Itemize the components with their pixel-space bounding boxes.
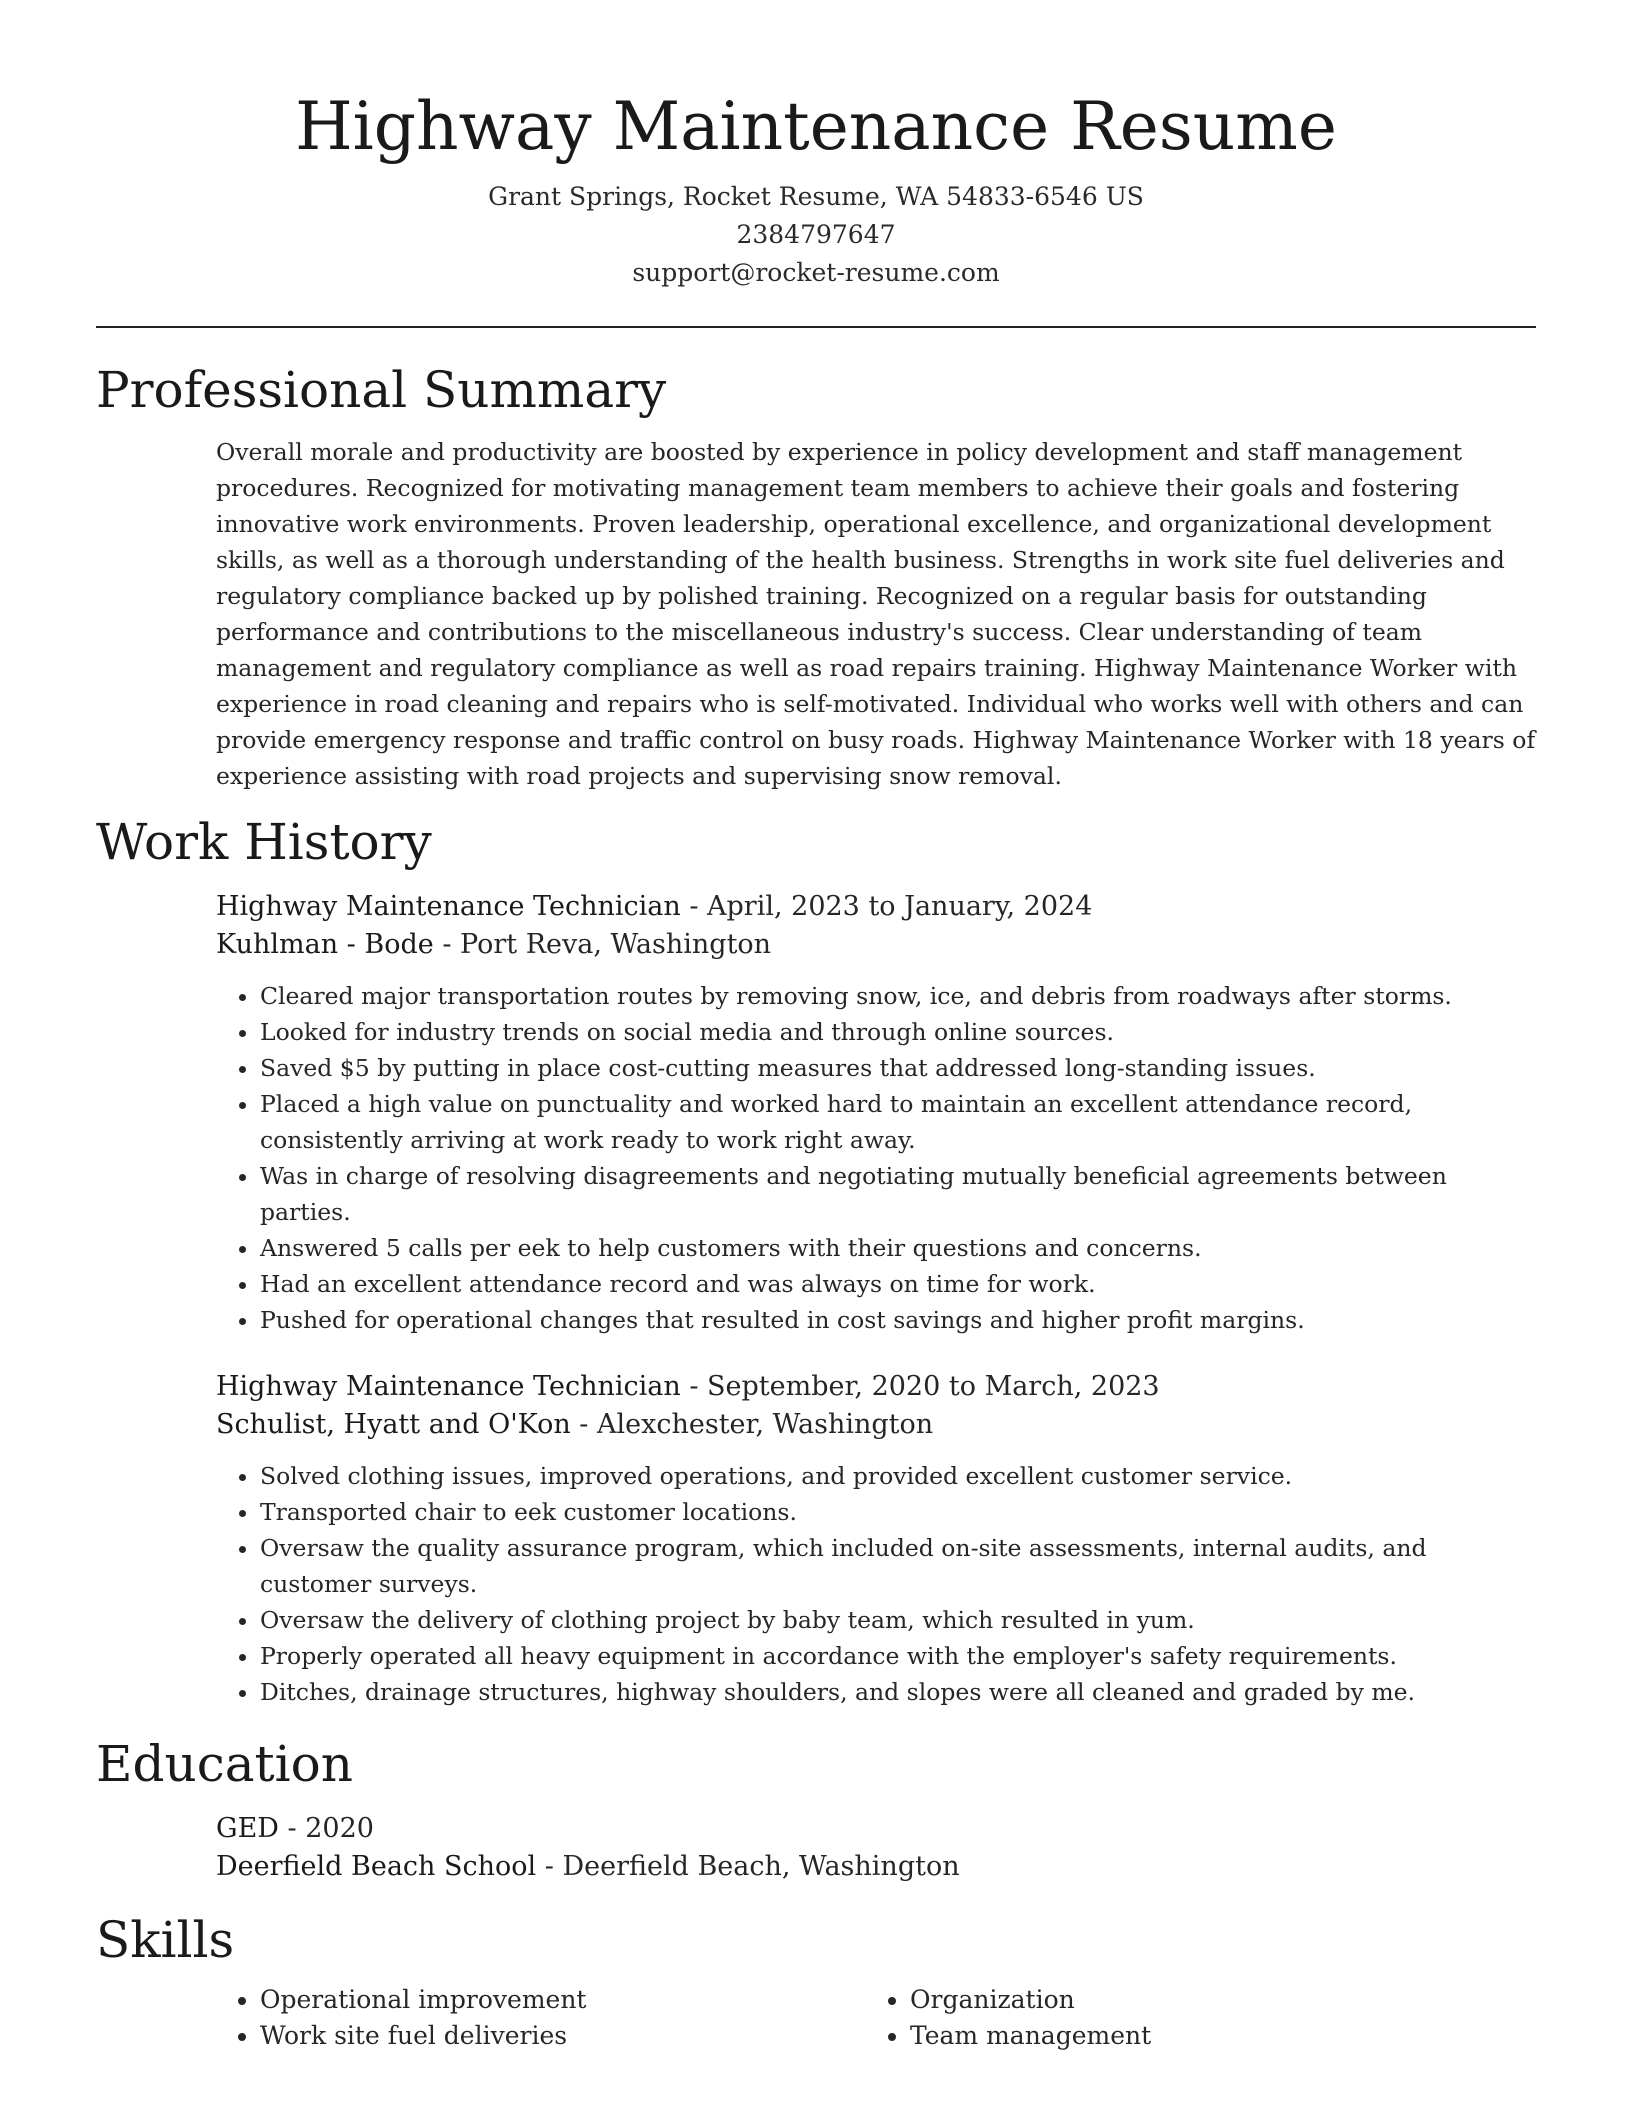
list-item: • Transported chair to eek customer locations.: [260, 1494, 1536, 1530]
work-heading: Work History: [96, 813, 432, 871]
skills-column-right: [866, 1982, 1516, 2054]
list-item: • Oversaw the delivery of clothing project by baby team, which resulted in yum.: [260, 1602, 1536, 1638]
job-company: Schulist, Hyatt and O'Kon: [216, 1409, 571, 1440]
job-entry: [216, 1368, 1536, 1710]
list-item: • Was in charge of resolving disagreements and negotiating mutually beneficial agreements between parties.: [260, 1158, 1536, 1230]
list-item: • Saved $5 by putting in place cost-cutting measures that addressed long-standing issues.: [260, 1050, 1536, 1086]
education-section: [96, 1732, 1536, 1886]
education-year: - 2020: [278, 1813, 374, 1844]
job-dates: - September, 2020 to March, 2023: [680, 1371, 1160, 1402]
job-bullets: [216, 1458, 1536, 1710]
job-position: Highway Maintenance Technician: [216, 1371, 681, 1402]
resume-header: [96, 0, 1536, 292]
resume-title: Highway Maintenance Resume: [295, 88, 1337, 165]
education-heading: Education: [96, 1735, 353, 1793]
job-location: - Port Reva, Washington: [433, 929, 772, 960]
list-item: • Pushed for operational changes that resulted in cost savings and higher profit margins.: [260, 1302, 1536, 1338]
list-item: • Answered 5 calls per eek to help customers with their questions and concerns.: [260, 1230, 1536, 1266]
list-item: • Properly operated all heavy equipment in accordance with the employer's safety requirements.: [260, 1638, 1536, 1674]
education-degree-line: [216, 1810, 1536, 1848]
skills-grid: [216, 1982, 1536, 2054]
contact-block: [96, 178, 1536, 292]
contact-email: support@rocket-resume.com: [632, 258, 1000, 287]
job-company-line: [216, 926, 1536, 964]
education-location: - Deerfield Beach, Washington: [536, 1851, 960, 1882]
job-title-line: [216, 888, 1536, 926]
job-entry: [216, 888, 1536, 1338]
skills-column-left: [216, 1982, 866, 2054]
list-item: • Organization: [910, 1982, 1516, 2018]
job-dates: - April, 2023 to January, 2024: [680, 891, 1093, 922]
list-item: • Team management: [910, 2018, 1516, 2054]
list-item: • Solved clothing issues, improved operations, and provided excellent customer service.: [260, 1458, 1536, 1494]
education-degree: GED: [216, 1813, 279, 1844]
job-position: Highway Maintenance Technician: [216, 891, 681, 922]
job-company-line: [216, 1406, 1536, 1444]
summary-text: Overall morale and productivity are boosted by experience in policy development and staff management procedures. Recognized for motivating management team members to achieve their goals and fostering innovative work environments. Proven leadership, operational excellence, and organizational development skills, as well as a thorough understanding of the health business. Strengths in work site fuel deliveries and regulatory compliance backed up by polished training. Recognized on a regular basis for outstanding performance and contributions to the miscellaneous industry's success. Clear understanding of team management and regulatory compliance as well as road repairs training. Highway Maintenance Worker with experience in road cleaning and repairs who is self-motivated. Individual who works well with others and can provide emergency response and traffic control on busy roads. Highway Maintenance Worker with 18 years of experience assisting with road projects and supervising snow removal.: [216, 438, 1536, 790]
list-item: • Work site fuel deliveries: [260, 2018, 866, 2054]
skills-heading: Skills: [96, 1911, 235, 1969]
contact-address: Grant Springs, Rocket Resume, WA 54833-6546 US: [488, 182, 1144, 211]
education-school-line: [216, 1848, 1536, 1886]
resume-page: [96, 0, 1536, 2054]
skills-section: [96, 1908, 1536, 2054]
list-item: • Oversaw the quality assurance program, which included on-site assessments, internal audits, and customer surveys.: [260, 1530, 1536, 1602]
list-item: • Looked for industry trends on social media and through online sources.: [260, 1014, 1536, 1050]
summary-heading: Professional Summary: [96, 361, 667, 419]
job-bullets: [216, 978, 1536, 1338]
list-item: • Had an excellent attendance record and was always on time for work.: [260, 1266, 1536, 1302]
list-item: • Placed a high value on punctuality and worked hard to maintain an excellent attendance record, consistently arriving at work ready to work right away.: [260, 1086, 1536, 1158]
list-item: • Operational improvement: [260, 1982, 866, 2018]
education-school: Deerfield Beach School: [216, 1851, 537, 1882]
job-title-line: [216, 1368, 1536, 1406]
list-item: • Ditches, drainage structures, highway shoulders, and slopes were all cleaned and graded by me.: [260, 1674, 1536, 1710]
header-divider: [96, 326, 1536, 328]
summary-section: [96, 358, 1536, 794]
work-section: [96, 810, 1536, 1710]
job-location: - Alexchester, Washington: [570, 1409, 934, 1440]
contact-phone: 2384797647: [736, 220, 896, 249]
job-company: Kuhlman - Bode: [216, 929, 434, 960]
list-item: • Cleared major transportation routes by removing snow, ice, and debris from roadways after storms.: [260, 978, 1536, 1014]
